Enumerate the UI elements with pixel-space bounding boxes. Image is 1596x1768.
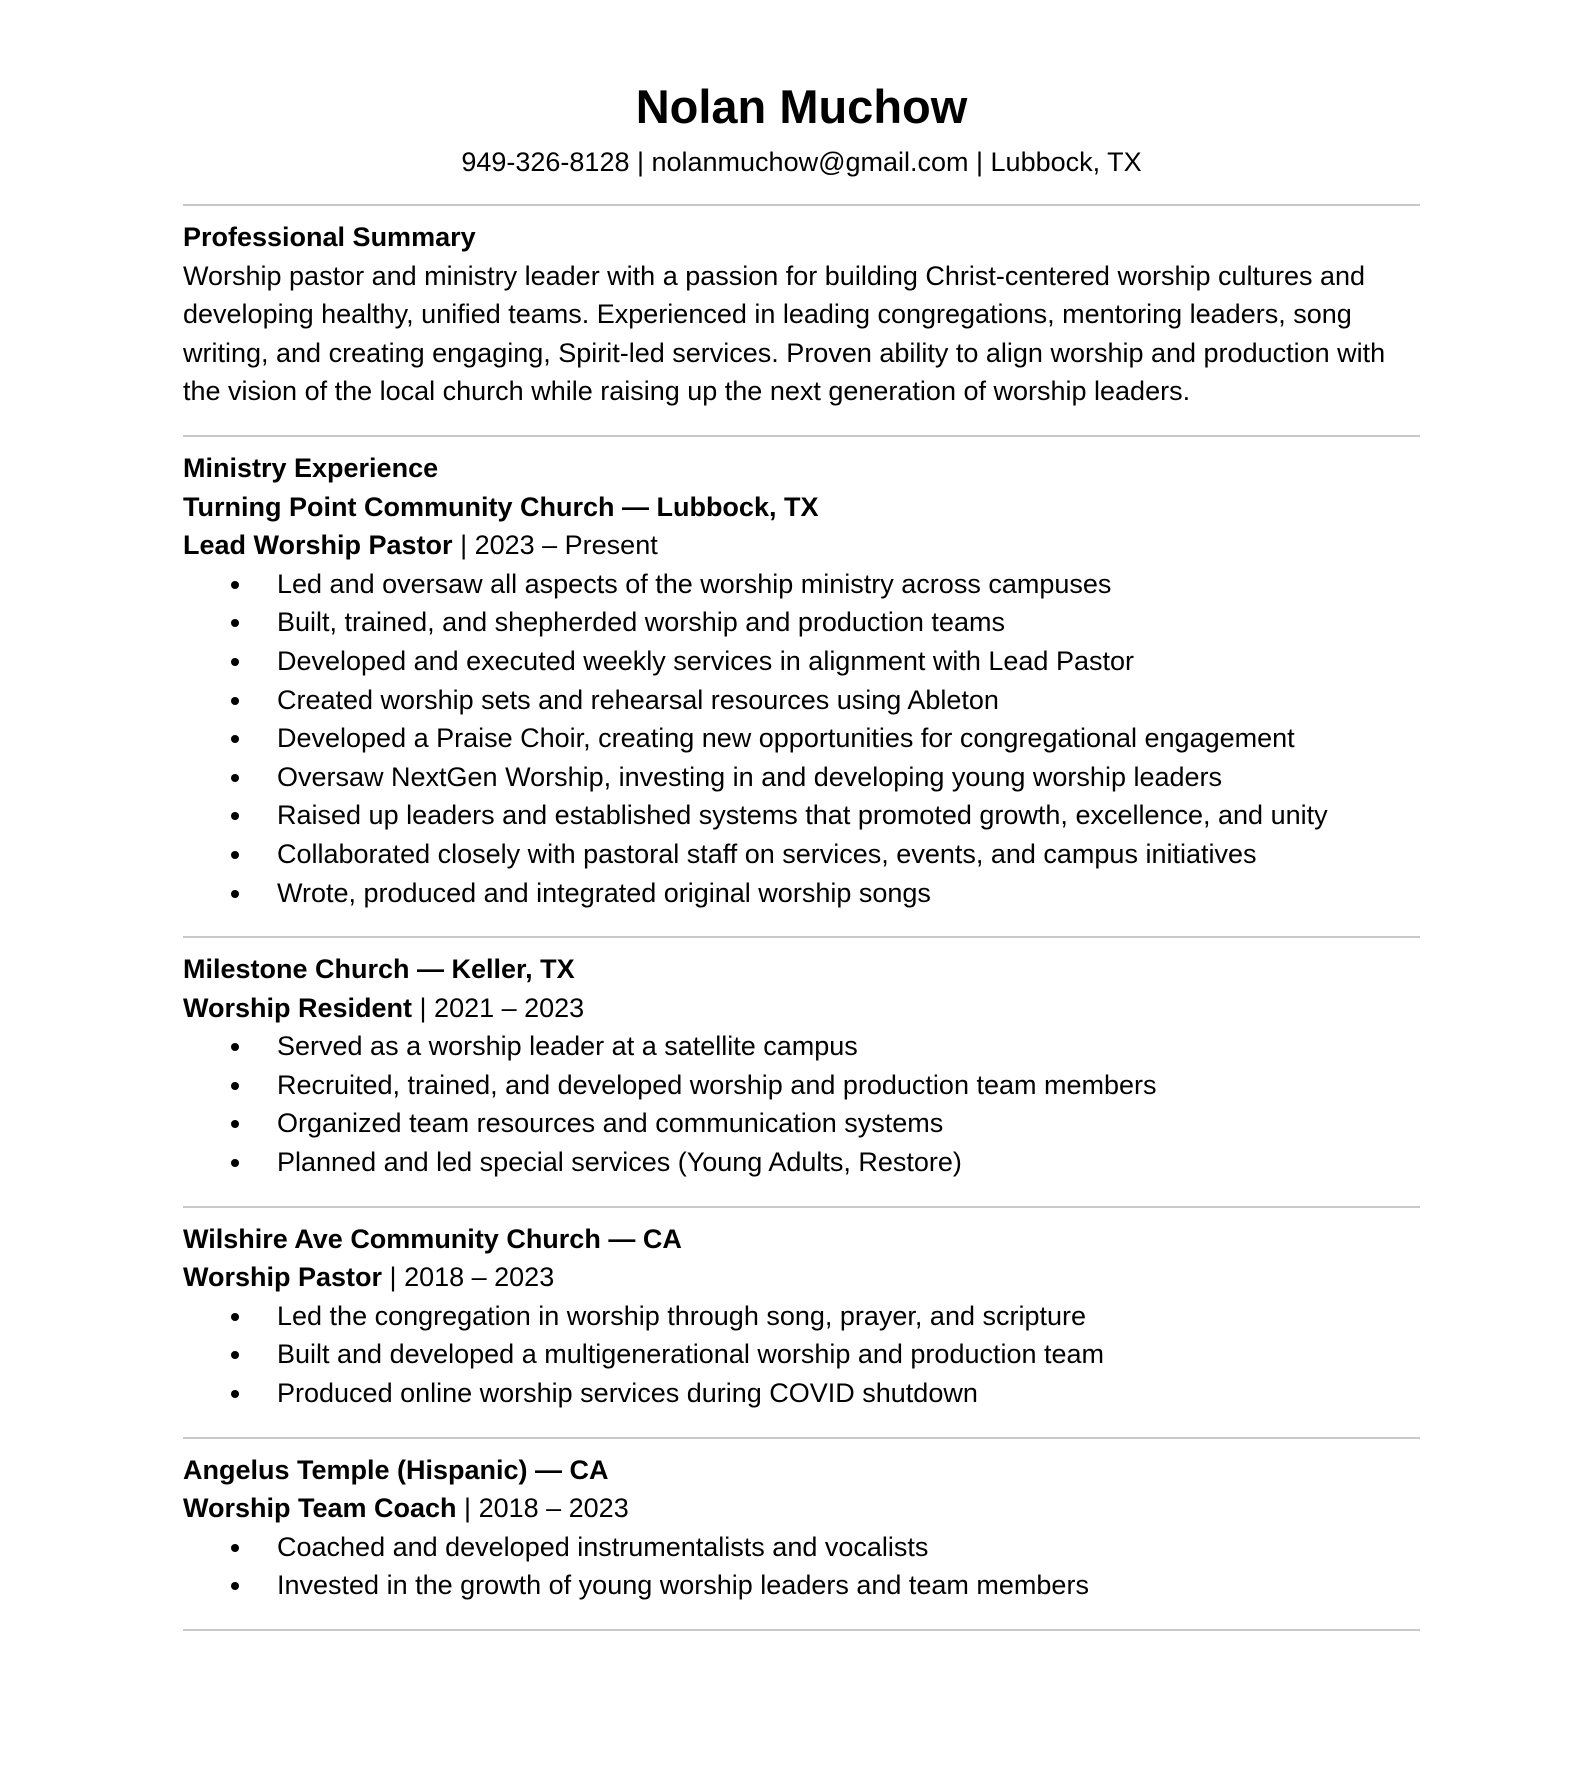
job-role-line (183, 1489, 1420, 1528)
job-bullets (183, 1027, 1420, 1181)
list-item: Raised up leaders and established systems that promoted growth, excellence, and unity (231, 796, 1420, 835)
section-divider (183, 204, 1420, 206)
list-item: Wrote, produced and integrated original worship songs (231, 874, 1420, 913)
candidate-name: Nolan Muchow (635, 80, 968, 133)
list-item: Produced online worship services during COVID shutdown (231, 1374, 1420, 1413)
list-item: Led the congregation in worship through song, prayer, and scripture (231, 1297, 1420, 1336)
list-item: Collaborated closely with pastoral staff on services, events, and campus initiatives (231, 835, 1420, 874)
job-bullets (183, 1528, 1420, 1605)
summary-text: Worship pastor and ministry leader with a passion for building Christ-centered worship cultures and developing healthy, unified teams. Experienced in leading congregations, mentoring leaders, song writing, and creating engaging, Spirit-led services. Proven ability to align worship and production with the vision of the local church while raising up the next generation of worship leaders. (183, 260, 1386, 407)
job-entry (183, 1451, 1420, 1605)
summary-heading: Professional Summary (183, 222, 476, 252)
job-role: Worship Resident (183, 992, 413, 1023)
list-item: Organized team resources and communication systems (231, 1104, 1420, 1143)
job-dates: | 2023 – Present (452, 530, 658, 561)
job-organization: Wilshire Ave Community Church — CA (183, 1223, 682, 1254)
list-item: Served as a worship leader at a satellite campus (231, 1027, 1420, 1066)
list-item: Built, trained, and shepherded worship and production teams (231, 603, 1420, 642)
list-item: Coached and developed instrumentalists and vocalists (231, 1528, 1420, 1567)
list-item: Created worship sets and rehearsal resources using Ableton (231, 681, 1420, 720)
job-role-line (183, 1258, 1420, 1297)
section-divider (183, 1206, 1420, 1208)
job-bullets (183, 1297, 1420, 1413)
job-organization: Milestone Church — Keller, TX (183, 954, 575, 985)
list-item: Oversaw NextGen Worship, investing in and developing young worship leaders (231, 758, 1420, 797)
list-item: Built and developed a multigenerational worship and production team (231, 1335, 1420, 1374)
list-item: Invested in the growth of young worship leaders and team members (231, 1566, 1420, 1605)
list-item: Developed a Praise Choir, creating new opportunities for congregational engagement (231, 719, 1420, 758)
job-entry (183, 1220, 1420, 1413)
job-dates: | 2021 – 2023 (412, 992, 585, 1023)
job-role: Worship Team Coach (183, 1493, 457, 1524)
section-divider (183, 1629, 1420, 1631)
job-dates: | 2018 – 2023 (382, 1262, 555, 1293)
job-role-line (183, 526, 1420, 565)
job-role: Worship Pastor (183, 1262, 383, 1293)
job-role-line (183, 989, 1420, 1028)
section-divider (183, 936, 1420, 938)
list-item: Recruited, trained, and developed worship and production team members (231, 1066, 1420, 1105)
list-item: Developed and executed weekly services in alignment with Lead Pastor (231, 642, 1420, 681)
section-divider (183, 1437, 1420, 1439)
resume-page (183, 72, 1420, 1643)
contact-line: 949-326-8128 | nolanmuchow@gmail.com | Lubbock, TX (461, 147, 1142, 177)
job-entry (183, 950, 1420, 1182)
job-entry (183, 449, 1420, 912)
job-bullets (183, 565, 1420, 912)
job-organization: Angelus Temple (Hispanic) — CA (183, 1454, 609, 1485)
experience-heading: Ministry Experience (183, 452, 439, 483)
section-divider (183, 435, 1420, 437)
job-dates: | 2018 – 2023 (456, 1493, 629, 1524)
list-item: Planned and led special services (Young Adults, Restore) (231, 1143, 1420, 1182)
summary-section (183, 218, 1420, 411)
list-item: Led and oversaw all aspects of the worship ministry across campuses (231, 565, 1420, 604)
job-role: Lead Worship Pastor (183, 530, 453, 561)
job-organization: Turning Point Community Church — Lubbock, TX (183, 491, 819, 522)
